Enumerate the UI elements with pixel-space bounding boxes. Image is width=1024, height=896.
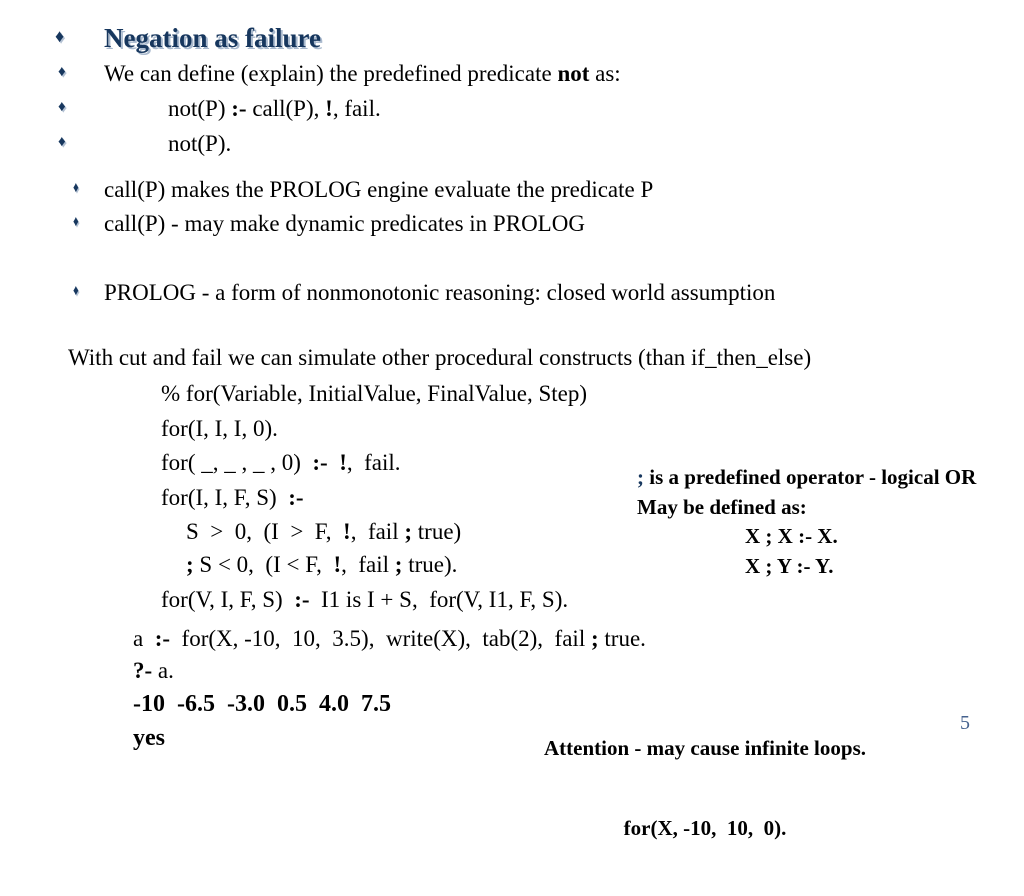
text-segment: true). <box>402 552 458 577</box>
text-segment: as: <box>589 61 621 86</box>
not-clause-2 <box>168 132 231 157</box>
text-segment: ! <box>333 552 342 577</box>
slide-title <box>104 24 321 53</box>
text-segment: a. <box>152 658 174 683</box>
text-segment: :- <box>288 485 304 510</box>
text-segment: ; <box>404 519 413 544</box>
text-segment: ! <box>343 519 351 544</box>
text-segment: a <box>133 626 155 651</box>
text-segment: ; <box>590 626 599 651</box>
text-segment: for( _, _ , _ , 0) <box>161 450 313 475</box>
text-segment: ; <box>394 552 403 577</box>
text-segment: :- <box>312 450 328 475</box>
diamond-bullet-icon: ♦ <box>58 99 66 115</box>
text-segment: , fail <box>341 552 395 577</box>
text-segment: :- <box>294 587 310 612</box>
diamond-bullet-icon: ♦ <box>58 134 66 150</box>
cutfail-heading <box>68 346 811 371</box>
attention-note <box>505 681 905 896</box>
text-segment: for(V, I, F, S) <box>161 587 295 612</box>
text-segment: May be defined as: <box>637 495 807 519</box>
point-call-dynamic <box>104 212 585 237</box>
text-segment: ?- <box>133 658 153 683</box>
text-segment: , fail <box>350 519 405 544</box>
text-segment: call(P) - may make dynamic predicates in PROLOG <box>104 211 585 236</box>
text-segment: ! <box>339 450 347 475</box>
attention-line-1 <box>505 735 905 762</box>
text-segment: With cut and fail we can simulate other procedural constructs (than if_then_else) <box>68 345 812 370</box>
text-segment <box>328 450 340 475</box>
output-line <box>133 692 391 718</box>
text-segment: is a predefined operator - logical OR <box>644 465 977 489</box>
text-segment: X ; Y :- Y. <box>745 554 834 578</box>
not-clause-1 <box>168 97 381 122</box>
query-line <box>133 659 174 684</box>
text-segment: not <box>557 61 590 86</box>
diamond-bullet-icon: ♦ <box>73 283 79 299</box>
text-segment: , fail. <box>332 96 381 121</box>
rule-a-line <box>133 627 646 652</box>
for-comment <box>161 382 587 407</box>
text-segment: S < 0, (I < F, <box>193 552 334 577</box>
for-clause-1 <box>161 417 278 442</box>
or-note-line-1 <box>637 466 976 489</box>
text-segment: for(I, I, F, S) <box>161 485 289 510</box>
text-segment: call(P) makes the PROLOG engine evaluate the predicate P <box>104 177 654 202</box>
text-segment: for(X, -10, 10, 3.5), write(X), tab(2), fail <box>170 626 591 651</box>
attention-line-2 <box>505 815 905 842</box>
for-clause-3-head <box>161 486 304 511</box>
or-note-line-4 <box>745 555 833 578</box>
for-clause-3-body-1 <box>186 520 461 545</box>
text-segment: -10 -6.5 -3.0 0.5 4.0 7.5 <box>133 691 391 717</box>
text-segment: not(P). <box>168 131 232 156</box>
text-segment: Negation as failure <box>104 23 321 53</box>
for-clause-3-body-2 <box>186 553 457 578</box>
text-segment: :- <box>231 96 247 121</box>
text-segment: call(P), <box>246 96 326 121</box>
text-segment: :- <box>154 626 171 651</box>
text-segment: I1 is I + S, for(V, I1, F, S). <box>309 587 569 612</box>
define-not-line <box>104 62 621 87</box>
text-segment: PROLOG - a form of nonmonotonic reasoning: closed world assumption <box>104 280 776 305</box>
text-segment: true. <box>598 626 646 651</box>
text-segment: % for(Variable, InitialValue, FinalValue, Step) <box>161 381 588 406</box>
page-number: 5 <box>960 712 970 734</box>
text-segment: S > 0, (I > F, <box>186 519 344 544</box>
text-segment: not(P) <box>168 96 232 121</box>
for-clause-2 <box>161 451 401 476</box>
text-segment: ! <box>325 96 333 121</box>
diamond-bullet-icon: ♦ <box>73 214 79 230</box>
text-segment: , fail. <box>346 450 401 475</box>
yes-line <box>133 726 165 752</box>
or-note-line-3 <box>745 525 838 548</box>
text-segment: X ; X :- X. <box>745 524 838 548</box>
text-segment: We can define (explain) the predefined predicate <box>104 61 558 86</box>
text-segment: for(I, I, I, 0). <box>161 416 278 441</box>
or-note-line-2 <box>637 496 807 519</box>
text-segment: Attention - may cause infinite loops. <box>544 735 866 760</box>
text-segment: ; <box>186 552 194 577</box>
point-nonmonotonic <box>104 281 775 306</box>
diamond-bullet-icon: ♦ <box>55 26 65 46</box>
text-segment: ; <box>637 465 644 489</box>
text-segment: true) <box>412 519 462 544</box>
text-segment: for(X, -10, 10, 0). <box>623 816 787 841</box>
for-clause-4 <box>161 588 568 613</box>
point-call-makes <box>104 178 653 203</box>
diamond-bullet-icon: ♦ <box>58 64 66 80</box>
diamond-bullet-icon: ♦ <box>73 180 79 196</box>
text-segment: yes <box>133 725 165 751</box>
